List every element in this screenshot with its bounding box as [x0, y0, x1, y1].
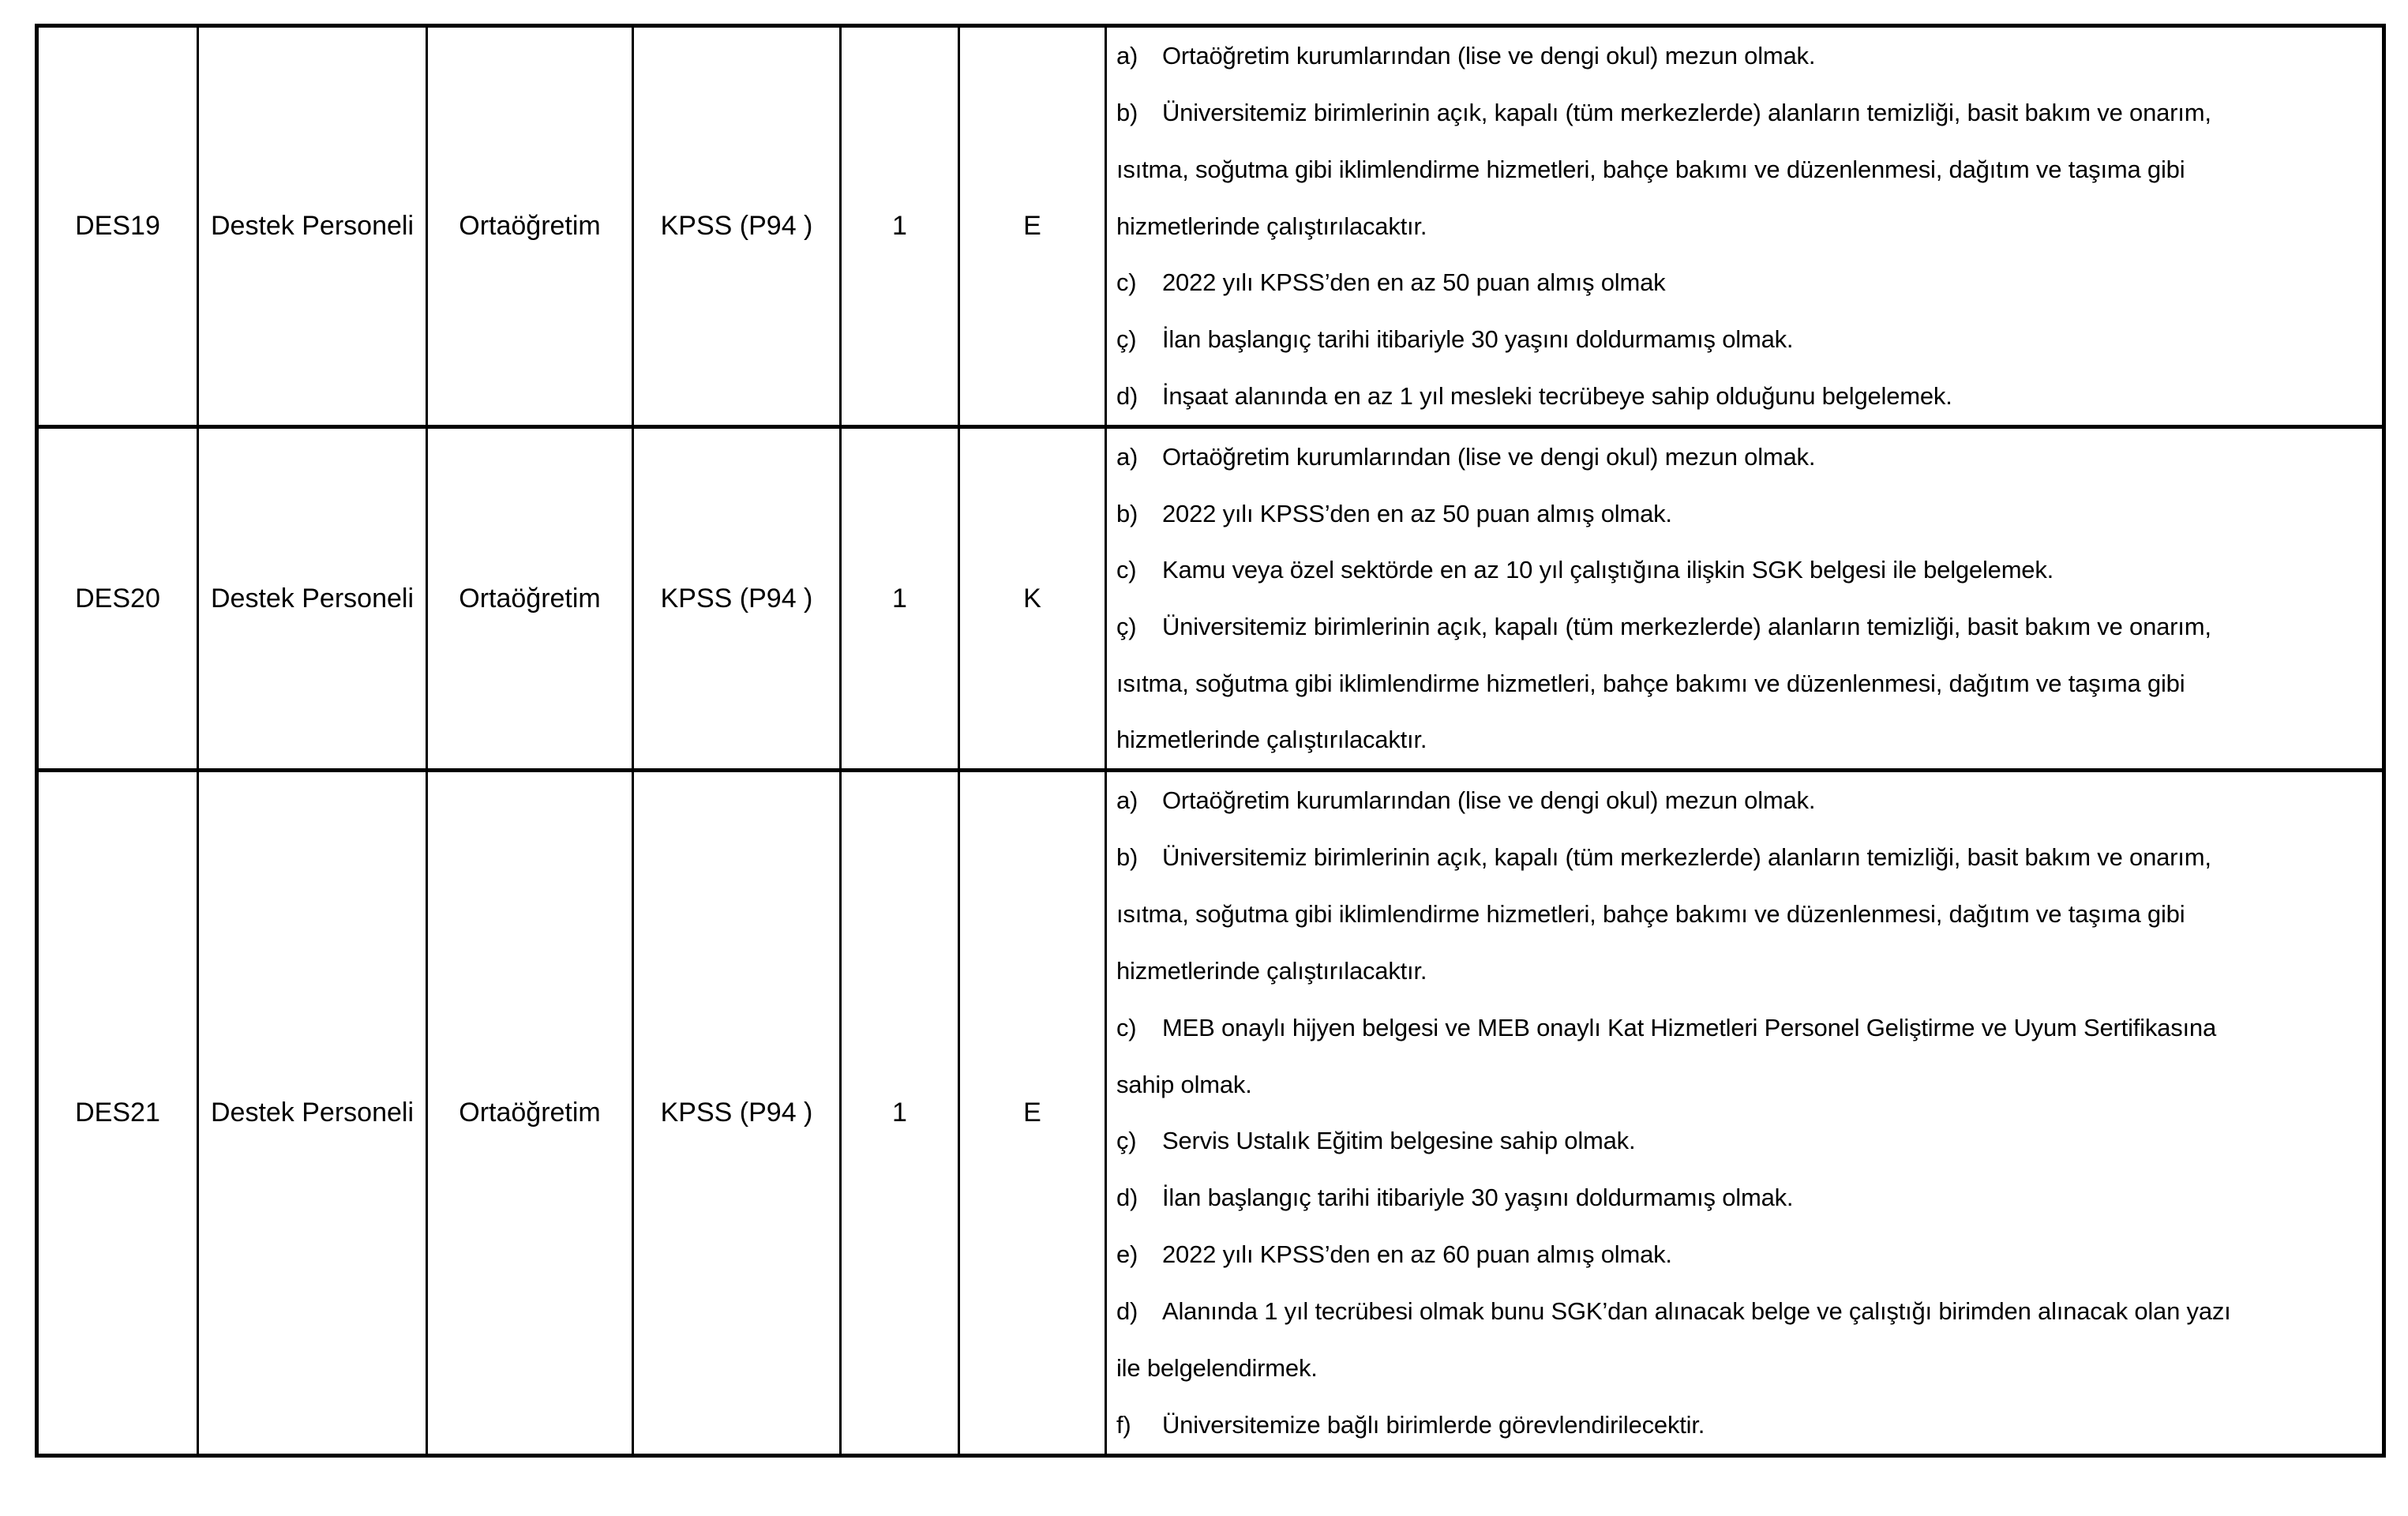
- education-level-cell: Ortaöğretim: [428, 772, 634, 1454]
- requirement-item-text: Üniversitemize bağlı birimlerde görevlendirilecektir.: [1162, 1411, 1705, 1439]
- requirement-item-label: a): [1116, 41, 1138, 69]
- requirement-line: [1116, 1169, 2376, 1226]
- requirement-item-label: b): [1116, 98, 1138, 126]
- requirement-line: [1116, 1113, 2376, 1170]
- position-count-cell: 1: [842, 772, 960, 1454]
- requirement-line: [1116, 1226, 2376, 1283]
- position-count-cell: 1: [842, 429, 960, 768]
- table-row: [39, 768, 2382, 1454]
- requirement-item-text: İnşaat alanında en az 1 yıl mesleki tecrübeye sahip olduğunu belgelemek.: [1162, 382, 1952, 411]
- requirement-item-label: d): [1116, 1297, 1138, 1326]
- position-title-cell: Destek Personeli: [199, 28, 428, 425]
- requirement-line: [1116, 28, 2376, 84]
- requirement-line: [1116, 311, 2376, 368]
- requirement-item-label: c): [1116, 1013, 1137, 1041]
- education-level-cell: Ortaöğretim: [428, 28, 634, 425]
- requirement-item-label: e): [1116, 1240, 1138, 1269]
- requirement-item-label: b): [1116, 842, 1138, 871]
- gender-cell: E: [960, 28, 1107, 425]
- requirement-item-label: d): [1116, 382, 1138, 411]
- requirement-item-text: Alanında 1 yıl tecrübesi olmak bunu SGK’dan alınacak belge ve çalıştığı birimden alınacak olan yazı: [1162, 1297, 2231, 1326]
- exam-type-cell: KPSS (P94 ): [634, 772, 842, 1454]
- requirement-item-label: b): [1116, 499, 1138, 527]
- requirement-line: [1116, 599, 2376, 655]
- requirement-line: [1116, 84, 2376, 141]
- requirement-item-label: d): [1116, 1184, 1138, 1212]
- requirement-line: [1116, 1397, 2376, 1454]
- exam-type-cell: KPSS (P94 ): [634, 28, 842, 425]
- requirement-item-label: ç): [1116, 1127, 1137, 1155]
- position-count-cell: 1: [842, 28, 960, 425]
- requirement-line: [1116, 542, 2376, 599]
- requirement-item-text: hizmetlerinde çalıştırılacaktır.: [1116, 956, 1427, 985]
- position-title-cell: Destek Personeli: [199, 772, 428, 1454]
- position-code-cell: DES20: [39, 429, 199, 768]
- requirement-line: [1116, 1340, 2376, 1397]
- requirement-item-text: ısıtma, soğutma gibi iklimlendirme hizmetleri, bahçe bakımı ve düzenlenmesi, dağıtım ve taşıma gibi: [1116, 669, 2185, 697]
- requirement-item-text: ısıtma, soğutma gibi iklimlendirme hizmetleri, bahçe bakımı ve düzenlenmesi, dağıtım ve taşıma gibi: [1116, 155, 2185, 183]
- table-row: [39, 425, 2382, 768]
- requirement-item-label: a): [1116, 442, 1138, 471]
- requirement-line: [1116, 368, 2376, 425]
- requirement-item-text: Servis Ustalık Eğitim belgesine sahip olmak.: [1162, 1127, 1636, 1155]
- requirement-item-text: ısıtma, soğutma gibi iklimlendirme hizmetleri, bahçe bakımı ve düzenlenmesi, dağıtım ve taşıma gibi: [1116, 899, 2185, 928]
- requirement-item-text: Kamu veya özel sektörde en az 10 yıl çalıştığına ilişkin SGK belgesi ile belgelemek.: [1162, 556, 2054, 584]
- requirement-item-text: hizmetlerinde çalıştırılacaktır.: [1116, 212, 1427, 240]
- position-code-cell: DES19: [39, 28, 199, 425]
- exam-type-cell: KPSS (P94 ): [634, 429, 842, 768]
- requirement-line: [1116, 198, 2376, 255]
- requirement-item-text: Üniversitemiz birimlerinin açık, kapalı (tüm merkezlerde) alanların temizliği, basit bakım ve onarım,: [1162, 98, 2211, 126]
- requirement-item-text: ile belgelendirmek.: [1116, 1354, 1318, 1383]
- requirement-line: [1116, 655, 2376, 712]
- requirements-cell: [1107, 28, 2382, 425]
- requirement-item-text: 2022 yılı KPSS’den en az 50 puan almış olmak.: [1162, 499, 1672, 527]
- requirement-line: [1116, 829, 2376, 886]
- requirement-item-text: Ortaöğretim kurumlarından (lise ve dengi okul) mezun olmak.: [1162, 41, 1816, 69]
- requirements-cell: [1107, 429, 2382, 768]
- requirement-item-text: İlan başlangıç tarihi itibariyle 30 yaşını doldurmamış olmak.: [1162, 325, 1794, 354]
- requirement-line: [1116, 1283, 2376, 1340]
- education-level-cell: Ortaöğretim: [428, 429, 634, 768]
- position-title-cell: Destek Personeli: [199, 429, 428, 768]
- gender-cell: K: [960, 429, 1107, 768]
- requirement-item-label: a): [1116, 786, 1138, 814]
- requirement-item-text: Ortaöğretim kurumlarından (lise ve dengi okul) mezun olmak.: [1162, 442, 1816, 471]
- requirements-cell: [1107, 772, 2382, 1454]
- requirement-item-text: MEB onaylı hijyen belgesi ve MEB onaylı Kat Hizmetleri Personel Geliştirme ve Uyum Sertifikasına: [1162, 1013, 2216, 1041]
- requirement-line: [1116, 1000, 2376, 1056]
- requirement-item-text: sahip olmak.: [1116, 1070, 1252, 1098]
- requirement-item-label: ç): [1116, 612, 1137, 640]
- requirement-line: [1116, 772, 2376, 829]
- requirement-line: [1116, 486, 2376, 542]
- gender-cell: E: [960, 772, 1107, 1454]
- requirement-item-label: c): [1116, 268, 1137, 297]
- requirement-line: [1116, 886, 2376, 943]
- table-row: [39, 28, 2382, 425]
- position-code-cell: DES21: [39, 772, 199, 1454]
- recruitment-table: [35, 24, 2386, 1458]
- requirement-line: [1116, 141, 2376, 198]
- requirement-item-text: 2022 yılı KPSS’den en az 50 puan almış olmak: [1162, 268, 1666, 297]
- requirement-line: [1116, 254, 2376, 311]
- requirement-item-text: 2022 yılı KPSS’den en az 60 puan almış olmak.: [1162, 1240, 1672, 1269]
- requirement-item-text: İlan başlangıç tarihi itibariyle 30 yaşını doldurmamış olmak.: [1162, 1184, 1794, 1212]
- requirement-item-label: ç): [1116, 325, 1137, 354]
- requirement-item-label: f): [1116, 1411, 1131, 1439]
- requirement-line: [1116, 1056, 2376, 1113]
- requirement-line: [1116, 711, 2376, 768]
- requirement-item-text: hizmetlerinde çalıştırılacaktır.: [1116, 726, 1427, 754]
- requirement-item-text: Ortaöğretim kurumlarından (lise ve dengi okul) mezun olmak.: [1162, 786, 1816, 814]
- requirement-item-text: Üniversitemiz birimlerinin açık, kapalı (tüm merkezlerde) alanların temizliği, basit bakım ve onarım,: [1162, 842, 2211, 871]
- requirement-item-text: Üniversitemiz birimlerinin açık, kapalı (tüm merkezlerde) alanların temizliği, basit bakım ve onarım,: [1162, 612, 2211, 640]
- requirement-line: [1116, 943, 2376, 1000]
- requirement-line: [1116, 429, 2376, 486]
- requirement-item-label: c): [1116, 556, 1137, 584]
